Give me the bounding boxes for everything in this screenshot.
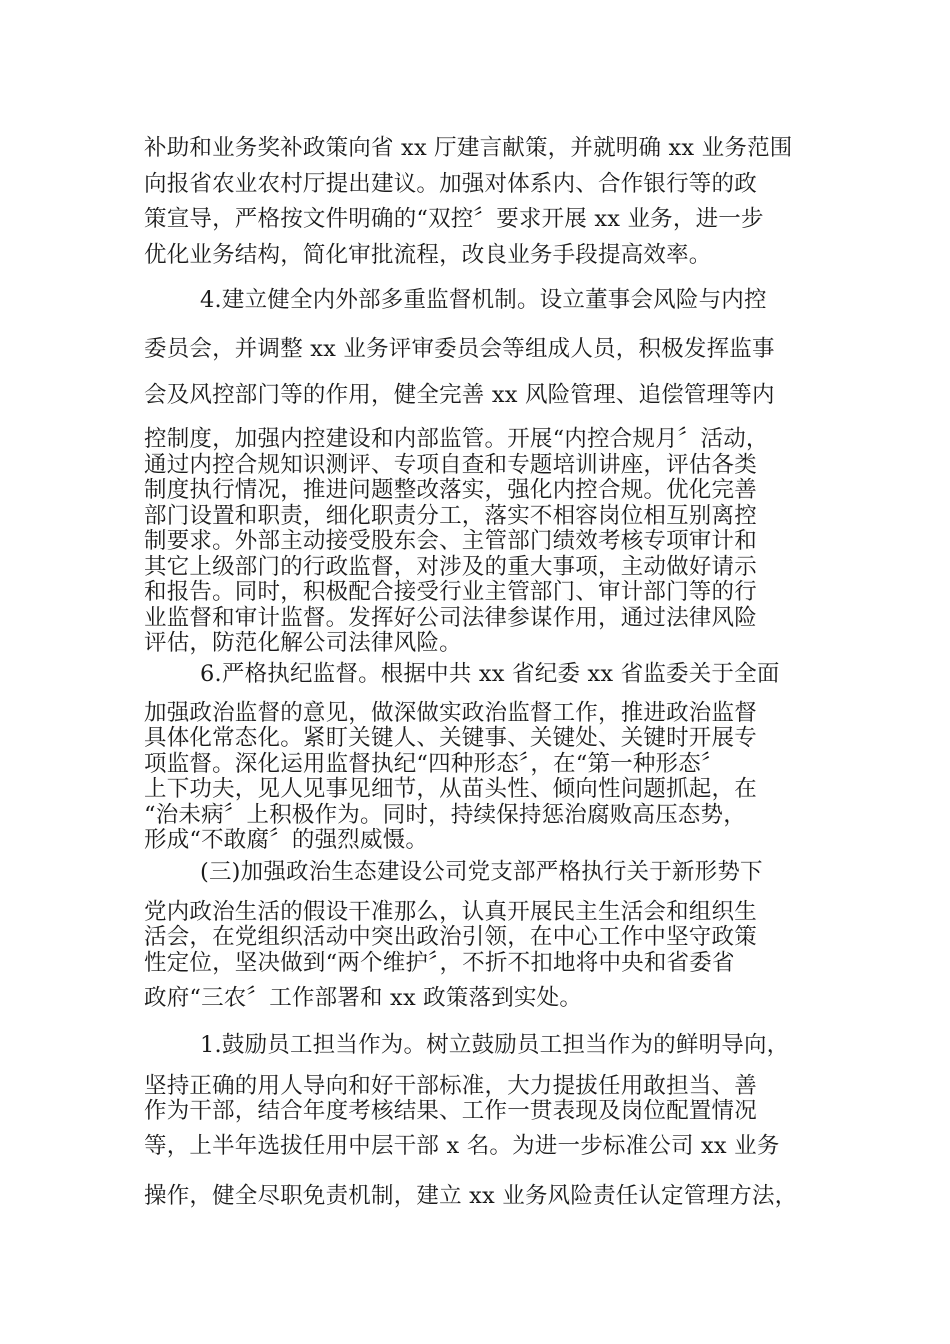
text-line: 委员会，并调整 xx 业务评审委员会等组成人员，积极发挥监事 [144, 336, 775, 362]
text-line: 控制度，加强内控建设和内部监管。开展“内控合规月〞活动， [144, 426, 769, 452]
text-line: 政府“三农〞工作部署和 xx 政策落到实处。 [144, 985, 583, 1011]
text-line: 其它上级部门的行政监督，对涉及的重大事项，主动做好请示 [144, 554, 757, 580]
text-line: 操作，健全尽职免责机制，建立 xx 业务风险责任认定管理方法， [144, 1183, 798, 1209]
text-line: 性定位，坚决做到“两个维护〞，不折不扣地将中央和省委省 [144, 950, 735, 976]
text-line: 和报告。同时，积极配合接受行业主管部门、审计部门等的行 [144, 579, 757, 605]
text-line: 评估，防范化解公司法律风险。 [144, 630, 462, 656]
text-line: 加强政治监督的意见，做深做实政治监督工作，推进政治监督 [144, 700, 757, 726]
text-line: 部门设置和职责，细化职责分工，落实不相容岗位相互别离控 [144, 503, 757, 529]
text-line: 项监督。深化运用监督执纪“四种形态〞，在“第一种形态〞 [144, 751, 724, 777]
text-line: 制度执行情况，推进问题整改落实，强化内控合规。优化完善 [144, 477, 757, 503]
text-line: 向报省农业农村厅提出建议。加强对体系内、合作银行等的政 [144, 171, 757, 197]
text-line: 作为干部，结合年度考核结果、工作一贯表现及岗位配置情况 [144, 1098, 757, 1124]
text-line: 坚持正确的用人导向和好干部标准，大力提拔任用敢担当、善 [144, 1073, 757, 1099]
text-line: 活会，在党组织活动中突出政治引领，在中心工作中坚守政策 [144, 924, 757, 950]
section-heading: (三)加强政治生态建设公司党支部严格执行关于新形势下 [200, 859, 763, 885]
paragraph-heading: 1.鼓励员工担当作为。树立鼓励员工担当作为的鲜明导向， [200, 1032, 790, 1058]
text-line: 策宣导，严格按文件明确的“双控〞要求开展 xx 业务，进一步 [144, 206, 764, 232]
text-line: 上下功夫，见人见事见细节，从苗头性、倾向性问题抓起，在 [144, 776, 757, 802]
text-line: 制要求。外部主动接受股东会、主管部门绩效考核专项审计和 [144, 528, 757, 554]
text-line: 具体化常态化。紧盯关键人、关键事、关键处、关键时开展专 [144, 725, 757, 751]
paragraph-heading: 6.严格执纪监督。根据中共 xx 省纪委 xx 省监委关于全面 [200, 661, 780, 687]
paragraph-heading: 4.建立健全内外部多重监督机制。设立董事会风险与内控 [200, 287, 767, 313]
text-line: 通过内控合规知识测评、专项自查和专题培训讲座，评估各类 [144, 452, 757, 478]
text-line: 业监督和审计监督。发挥好公司法律参谋作用，通过法律风险 [144, 605, 757, 631]
text-line: “治未病〞上积极作为。同时，持续保持惩治腐败高压态势， [144, 802, 746, 828]
text-line: 优化业务结构，简化审批流程，改良业务手段提高效率。 [144, 242, 712, 268]
text-line: 补助和业务奖补政策向省 xx 厅建言献策，并就明确 xx 业务范围 [144, 135, 793, 161]
text-line: 等，上半年选拔任用中层干部 x 名。为进一步标准公司 xx 业务 [144, 1133, 780, 1159]
text-line: 党内政治生活的假设干准那么，认真开展民主生活会和组织生 [144, 899, 757, 925]
text-line: 形成“不敢腐〞的强烈威慑。 [144, 827, 429, 853]
text-line: 会及风控部门等的作用，健全完善 xx 风险管理、追偿管理等内 [144, 382, 775, 408]
